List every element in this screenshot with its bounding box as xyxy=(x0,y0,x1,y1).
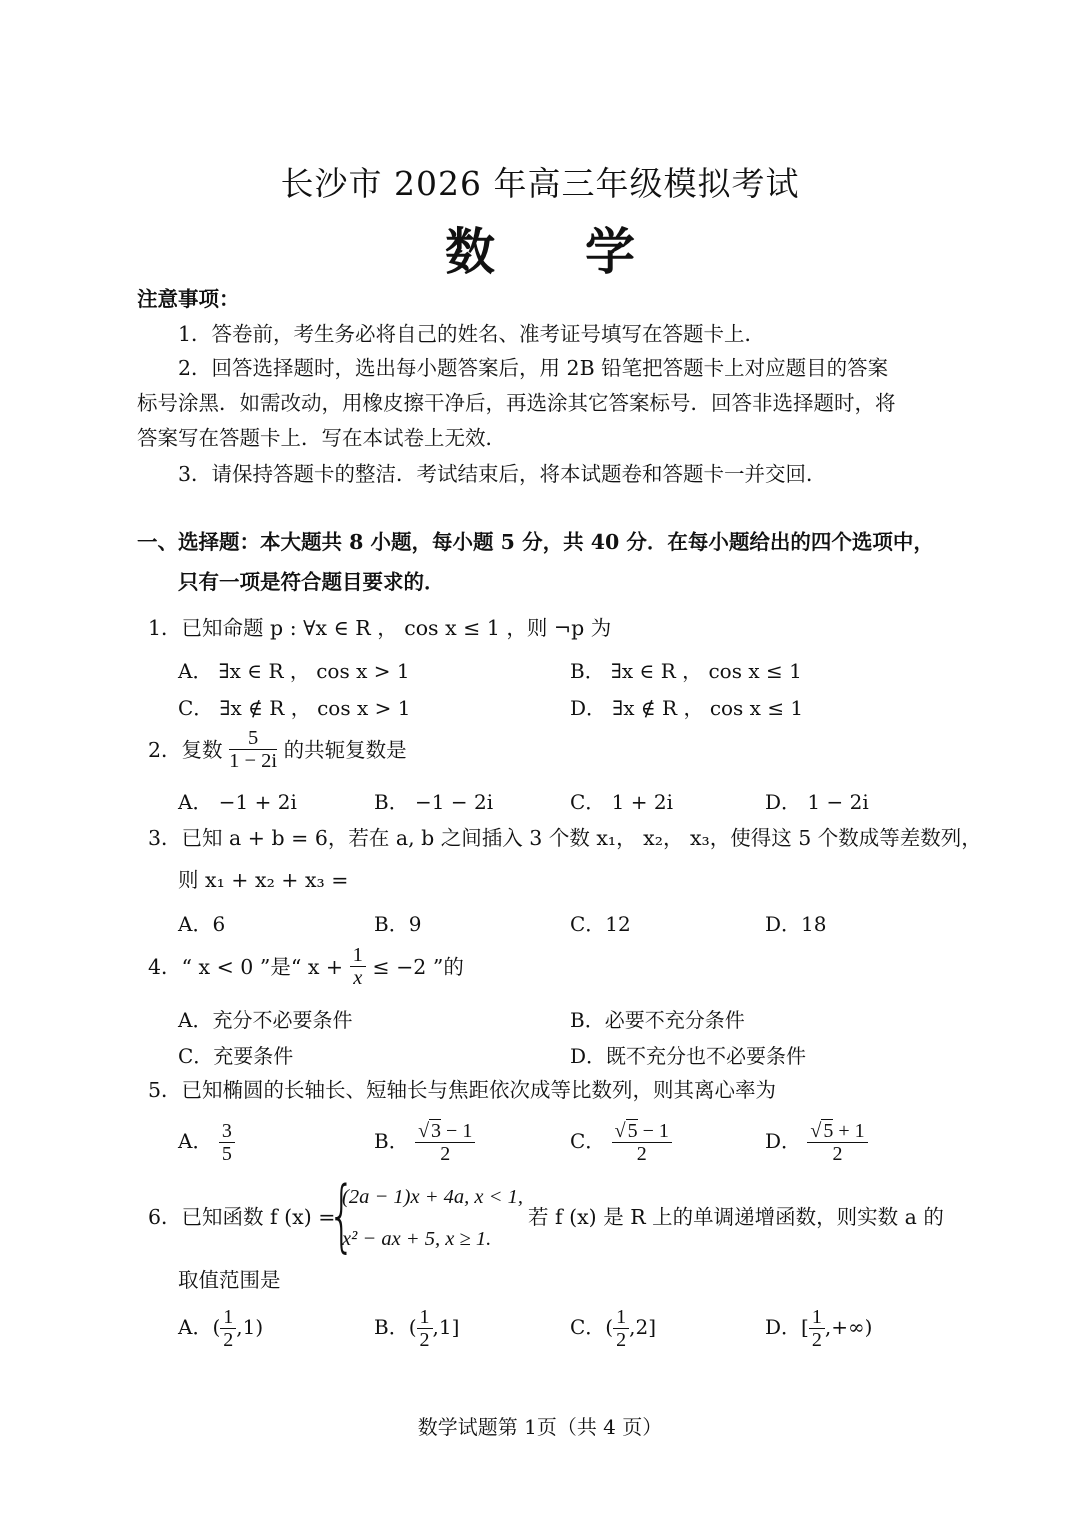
question-3-stem-line-2: 则 x₁ + x₂ + x₃ = xyxy=(178,868,349,892)
question-5-c-rest: − 1 xyxy=(637,1120,669,1142)
question-6-b-den: 2 xyxy=(419,1329,430,1351)
question-2-stem-suffix: 的共轭复数是 xyxy=(283,738,407,762)
question-5-option-d-fraction xyxy=(807,1120,867,1165)
question-4-frac-den: x xyxy=(353,967,363,989)
question-5-option-a xyxy=(178,1120,235,1165)
question-4-fraction xyxy=(350,944,366,989)
question-1-option-d: D． ∃x ∉ R ， cos x ≤ 1 xyxy=(570,696,804,720)
question-5-c-den: 2 xyxy=(636,1143,647,1165)
question-4-option-b: B．必要不充分条件 xyxy=(570,1008,745,1032)
question-6-option-b-rest: ,1] xyxy=(432,1315,460,1339)
question-1-option-c: C． ∃x ∉ R ， cos x > 1 xyxy=(178,696,411,720)
note-item-1: 1．答卷前，考生务必将自己的姓名、准考证号填写在答题卡上． xyxy=(178,322,766,346)
question-5-option-c-fraction xyxy=(612,1120,672,1165)
question-2-option-b: B． −1 − 2i xyxy=(374,790,494,814)
question-5-b-num: √ 3 − 1 xyxy=(415,1120,475,1143)
question-5-option-d xyxy=(765,1120,868,1165)
question-2-stem xyxy=(148,727,407,772)
question-6-a-den: 2 xyxy=(223,1329,234,1351)
question-2-frac-den: 1 − 2i xyxy=(229,750,278,772)
question-5-c-root: 5 xyxy=(627,1120,638,1142)
question-6-a-num: 1 xyxy=(220,1306,236,1329)
question-6-stem-suffix: 若 f (x) 是 R 上的单调递增函数，则实数 a 的 xyxy=(528,1205,944,1229)
question-6-stem-line-2: 取值范围是 xyxy=(178,1268,281,1292)
question-5-d-root: 5 xyxy=(823,1120,834,1142)
question-6-c-den: 2 xyxy=(616,1329,627,1351)
question-1-option-b: B． ∃x ∈ R ， cos x ≤ 1 xyxy=(570,659,802,683)
question-5-option-b xyxy=(374,1120,475,1165)
question-6-option-b-fraction xyxy=(417,1306,433,1351)
question-4-stem-suffix: ≤ −2 ”的 xyxy=(372,955,464,979)
question-3-option-b: B．9 xyxy=(374,912,422,936)
question-2-option-a: A． −1 + 2i xyxy=(178,790,297,814)
question-5-option-d-label: D． xyxy=(765,1129,802,1153)
question-1-option-a: A． ∃x ∈ R ， cos x > 1 xyxy=(178,659,410,683)
page-footer: 数学试题第 1页（共 4 页） xyxy=(417,1415,663,1439)
note-item-2-line-1: 2．回答选择题时，选出每小题答案后，用 2B 铅笔把答题卡上对应题目的答案 xyxy=(178,356,889,380)
question-6-option-a-rest: ,1) xyxy=(236,1315,264,1339)
question-1-stem: 1．已知命题 p : ∀x ∈ R ， cos x ≤ 1 ，则 ¬p 为 xyxy=(148,616,612,640)
question-6-option-d-label: D．[ xyxy=(765,1315,809,1339)
note-item-2-line-2: 标号涂黑．如需改动，用橡皮擦干净后，再选涂其它答案标号．回答非选择题时，将 xyxy=(137,391,896,415)
question-6-case-2: x² − ax + 5, x ≥ 1. xyxy=(342,1228,492,1250)
question-6-case-1: (2a − 1)x + 4a, x < 1, xyxy=(342,1186,523,1208)
question-5-b-rest: − 1 xyxy=(441,1120,473,1142)
question-4-stem-prefix: 4．“ x < 0 ”是“ x + xyxy=(148,955,344,979)
question-5-d-num: √ 5 + 1 xyxy=(807,1120,867,1143)
question-4-frac-num: 1 xyxy=(350,944,366,967)
question-2-fraction xyxy=(229,727,277,772)
question-6-option-a-label: A．( xyxy=(178,1315,221,1339)
question-5-option-c xyxy=(570,1120,672,1165)
question-6-option-c-rest: ,2] xyxy=(629,1315,656,1339)
question-5-a-den: 5 xyxy=(221,1143,232,1165)
question-6-option-a-fraction xyxy=(220,1306,236,1351)
question-6-option-b-label: B．( xyxy=(374,1315,417,1339)
question-6-b-num: 1 xyxy=(417,1306,433,1329)
question-5-stem: 5．已知椭圆的长轴长、短轴长与焦距依次成等比数列，则其离心率为 xyxy=(148,1078,777,1102)
question-5-option-b-label: B． xyxy=(374,1129,409,1153)
question-6-option-c xyxy=(570,1306,656,1351)
question-5-a-num: 3 xyxy=(219,1120,235,1143)
question-6-c-num: 1 xyxy=(613,1306,629,1329)
question-2-option-d: D． 1 − 2i xyxy=(765,790,869,814)
question-5-option-a-fraction xyxy=(219,1120,235,1165)
exam-title: 长沙市 2026 年高三年级模拟考试 xyxy=(280,164,800,203)
question-5-c-num: √ 5 − 1 xyxy=(612,1120,672,1143)
question-2-frac-num: 5 xyxy=(229,727,277,750)
question-3-option-a: A．6 xyxy=(178,912,226,936)
question-5-option-b-fraction xyxy=(415,1120,475,1165)
question-6-option-d-rest: ,+∞) xyxy=(824,1315,873,1339)
question-5-option-a-label: A． xyxy=(178,1129,213,1153)
question-4-stem xyxy=(148,944,464,989)
note-item-3: 3．请保持答题卡的整洁．考试结束后，将本试题卷和答题卡一并交回． xyxy=(178,462,827,486)
question-5-b-root: 3 xyxy=(431,1120,442,1142)
piecewise-brace: { xyxy=(328,1171,356,1261)
question-6-stem-prefix: 6．已知函数 f (x) = xyxy=(148,1205,336,1229)
question-5-option-c-label: C． xyxy=(570,1129,606,1153)
question-2-stem-prefix: 2．复数 xyxy=(148,738,223,762)
note-item-2-line-3: 答案写在答题卡上．写在本试卷上无效． xyxy=(137,426,506,450)
question-3-stem-line-1: 3．已知 a + b = 6，若在 a, b 之间插入 3 个数 x₁， x₂， x₃，使得这 5 个数成等差数列， xyxy=(148,826,982,850)
question-6-d-den: 2 xyxy=(811,1329,822,1351)
question-6-option-d-fraction xyxy=(809,1306,825,1351)
subject-title: 数学 xyxy=(445,222,725,281)
section-1-heading-cont: 只有一项是符合题目要求的． xyxy=(178,570,445,594)
question-3-option-d: D．18 xyxy=(765,912,827,936)
question-6-option-a xyxy=(178,1306,263,1351)
question-6-option-d xyxy=(765,1306,872,1351)
question-6-option-b xyxy=(374,1306,459,1351)
section-1-heading: 一、选择题：本大题共 8 小题，每小题 5 分，共 40 分．在每小题给出的四个选项中， xyxy=(137,530,934,554)
notes-heading: 注意事项： xyxy=(137,287,240,311)
question-5-b-den: 2 xyxy=(440,1143,451,1165)
question-4-option-d: D．既不充分也不必要条件 xyxy=(570,1044,807,1068)
question-4-option-a: A．充分不必要条件 xyxy=(178,1008,353,1032)
question-6-option-c-fraction xyxy=(613,1306,629,1351)
question-6-d-num: 1 xyxy=(809,1306,825,1329)
question-4-option-c: C．充要条件 xyxy=(178,1044,294,1068)
question-6-option-c-label: C．( xyxy=(570,1315,614,1339)
question-5-d-den: 2 xyxy=(832,1143,843,1165)
question-3-option-c: C．12 xyxy=(570,912,631,936)
question-2-option-c: C． 1 + 2i xyxy=(570,790,673,814)
question-5-d-rest: + 1 xyxy=(833,1120,865,1142)
